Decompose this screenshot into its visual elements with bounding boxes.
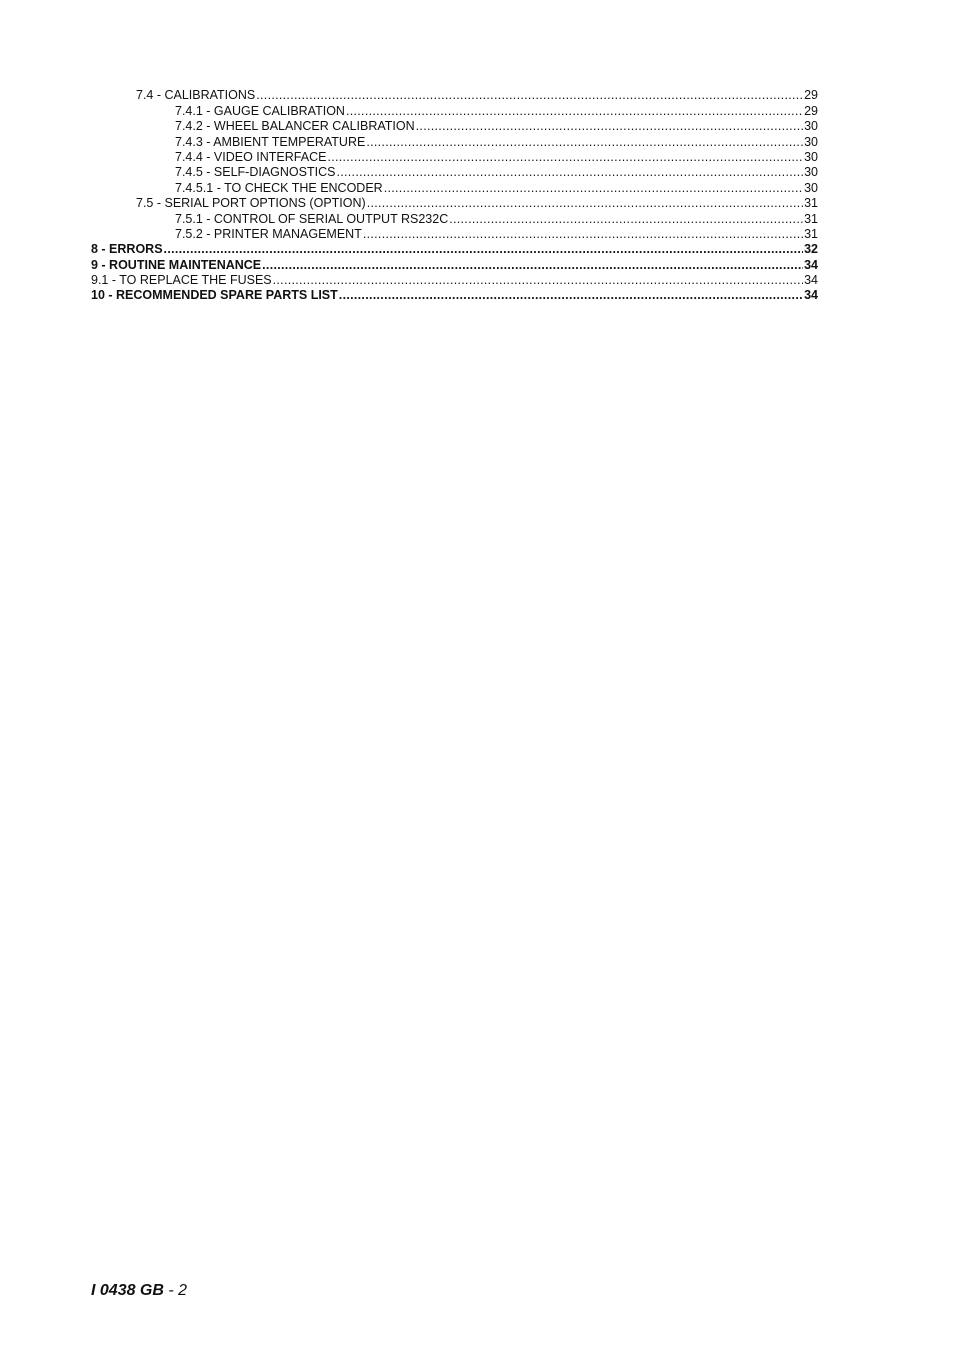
toc-leader-dots xyxy=(449,212,803,227)
footer-separator: - xyxy=(163,1282,179,1299)
page-footer xyxy=(91,1282,187,1300)
toc-entry[interactable] xyxy=(91,242,818,257)
toc-entry[interactable] xyxy=(91,211,818,226)
toc-entry-page: 34 xyxy=(804,273,818,288)
toc-entry-label: 7.4 - CALIBRATIONS xyxy=(136,88,256,103)
toc-entry-label: 7.5.1 - CONTROL OF SERIAL OUTPUT RS232C xyxy=(175,211,449,226)
toc-entry[interactable] xyxy=(91,227,818,242)
toc-leader-dots xyxy=(384,181,803,196)
toc-entry-label: 7.4.1 - GAUGE CALIBRATION xyxy=(175,103,345,118)
document-code: I 0438 GB xyxy=(91,1282,164,1299)
toc-entry-page: 30 xyxy=(804,180,818,195)
toc-leader-dots xyxy=(363,227,803,242)
toc-entry-page: 30 xyxy=(804,149,818,164)
table-of-contents xyxy=(91,88,818,303)
toc-entry[interactable] xyxy=(91,196,818,211)
toc-leader-dots xyxy=(339,288,803,303)
toc-leader-dots xyxy=(367,196,803,211)
toc-entry-label: 10 - RECOMMENDED SPARE PARTS LIST xyxy=(91,288,338,303)
toc-entry[interactable] xyxy=(91,88,818,103)
toc-leader-dots xyxy=(256,88,803,103)
toc-entry[interactable] xyxy=(91,273,818,288)
toc-entry[interactable] xyxy=(91,180,818,195)
toc-entry-page: 30 xyxy=(804,134,818,149)
toc-entry-page: 34 xyxy=(804,288,818,303)
toc-entry-label: 9.1 - TO REPLACE THE FUSES xyxy=(91,273,272,288)
toc-entry-page: 34 xyxy=(804,257,818,272)
toc-entry-label: 7.4.3 - AMBIENT TEMPERATURE xyxy=(175,134,366,149)
toc-entry-page: 31 xyxy=(804,226,818,241)
toc-entry-label: 7.5 - SERIAL PORT OPTIONS (OPTION) xyxy=(136,196,366,211)
toc-entry-label: 7.4.5 - SELF-DIAGNOSTICS xyxy=(175,165,336,180)
toc-leader-dots xyxy=(346,104,803,119)
toc-entry-page: 31 xyxy=(804,196,818,211)
toc-entry-label: 7.4.2 - WHEEL BALANCER CALIBRATION xyxy=(175,119,415,134)
toc-entry-page: 29 xyxy=(804,88,818,103)
toc-leader-dots xyxy=(164,242,804,257)
toc-entry[interactable] xyxy=(91,119,818,134)
toc-entry-label: 7.4.5.1 - TO CHECK THE ENCODER xyxy=(175,180,383,195)
toc-leader-dots xyxy=(262,258,803,273)
toc-entry-page: 30 xyxy=(804,165,818,180)
toc-entry-page: 30 xyxy=(804,119,818,134)
toc-entry[interactable] xyxy=(91,134,818,149)
toc-entry-page: 32 xyxy=(804,242,818,257)
toc-leader-dots xyxy=(273,273,803,288)
toc-leader-dots xyxy=(366,135,803,150)
toc-entry[interactable] xyxy=(91,165,818,180)
toc-entry-label: 7.4.4 - VIDEO INTERFACE xyxy=(175,149,327,164)
toc-leader-dots xyxy=(336,165,803,180)
toc-entry-label: 7.5.2 - PRINTER MANAGEMENT xyxy=(175,226,362,241)
toc-entry[interactable] xyxy=(91,150,818,165)
toc-entry[interactable] xyxy=(91,257,818,272)
toc-entry-label: 8 - ERRORS xyxy=(91,242,163,257)
toc-leader-dots xyxy=(327,150,803,165)
toc-entry-page: 29 xyxy=(804,103,818,118)
toc-entry-label: 9 - ROUTINE MAINTENANCE xyxy=(91,257,262,272)
toc-entry[interactable] xyxy=(91,103,818,118)
toc-entry-page: 31 xyxy=(804,211,818,226)
toc-entry[interactable] xyxy=(91,288,818,303)
toc-leader-dots xyxy=(416,119,803,134)
page-number: 2 xyxy=(178,1282,188,1299)
